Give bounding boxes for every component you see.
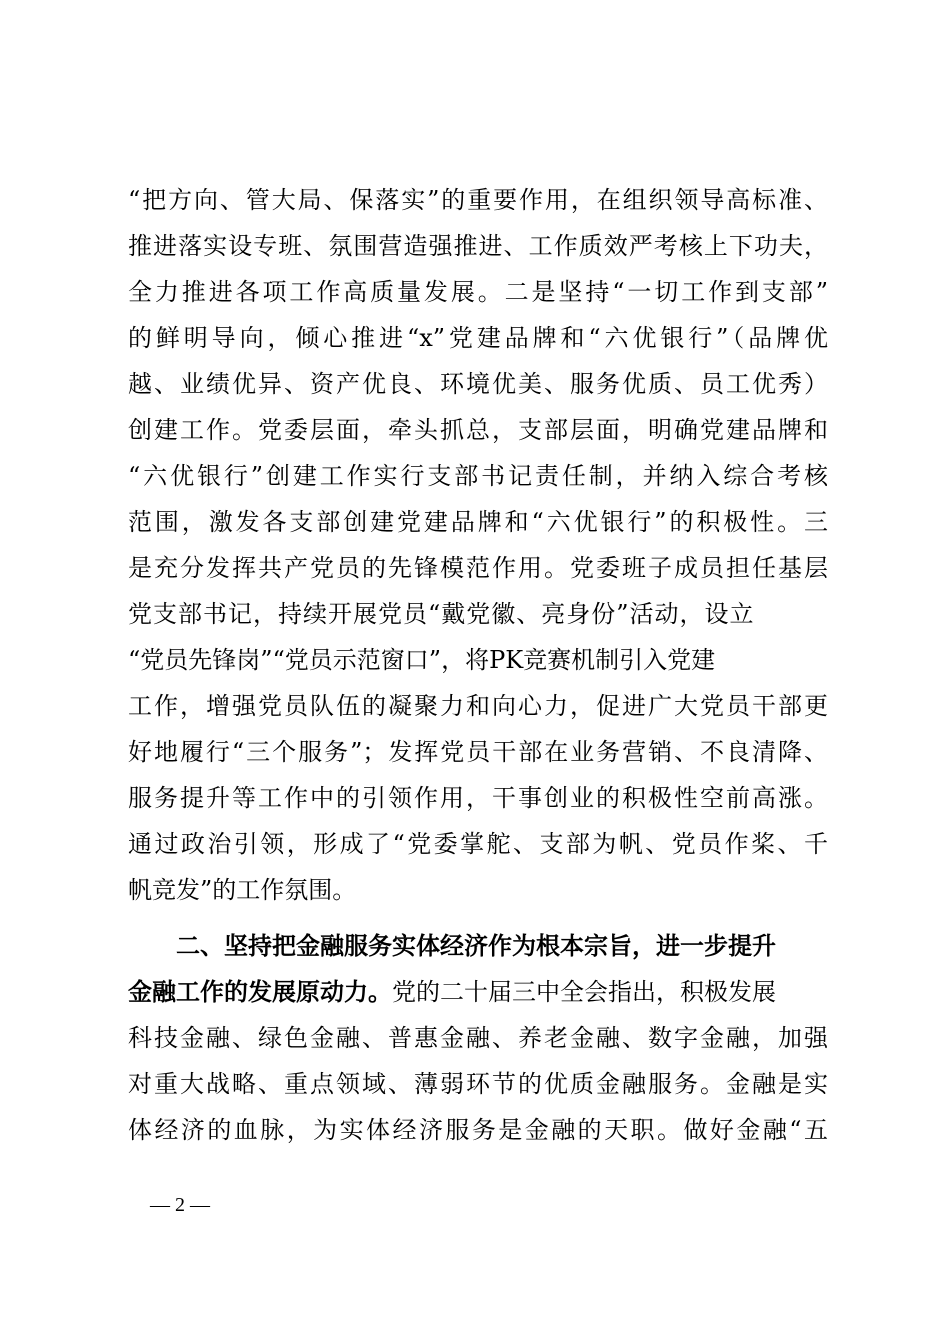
section-heading-continuation — [128, 974, 828, 1010]
section-heading — [176, 928, 828, 964]
paragraph-line: “把方向、管大局、保落实”的重要作用，在组织领导高标准、 — [128, 186, 828, 214]
page-number: — 2 — — [150, 1194, 210, 1216]
paragraph-line: 全力推进各项工作高质量发展。二是坚持“一切工作到支部” — [128, 278, 828, 306]
section-heading-text: 二、坚持把金融服务实体经济作为根本宗旨，进一步提升 — [176, 932, 776, 960]
paragraph-line: 服务提升等工作中的引领作用，干事创业的积极性空前高涨。 — [128, 784, 828, 812]
paragraph-line: 对重大战略、重点领域、薄弱环节的优质金融服务。金融是实 — [128, 1070, 828, 1098]
paragraph-line: 党支部书记，持续开展党员“戴党徽、亮身份”活动，设立 — [128, 600, 755, 628]
paragraph-line: 是充分发挥共产党员的先锋模范作用。党委班子成员担任基层 — [128, 554, 828, 582]
paragraph-line: 工作，增强党员队伍的凝聚力和向心力，促进广大党员干部更 — [128, 692, 828, 720]
paragraph-line: 创建工作。党委层面，牵头抓总，支部层面，明确党建品牌和 — [128, 416, 828, 444]
paragraph-line: 好地履行“三个服务”；发挥党员干部在业务营销、不良清降、 — [128, 738, 828, 766]
paragraph-line: 通过政治引领，形成了“党委掌舵、支部为帆、党员作桨、千 — [128, 830, 828, 858]
paragraph-line: “六优银行”创建工作实行支部书记责任制，并纳入综合考核 — [128, 462, 828, 490]
paragraph-line: 体经济的血脉，为实体经济服务是金融的天职。做好金融“五 — [128, 1116, 828, 1144]
section-heading-tail: 金融工作的发展原动力。 — [128, 978, 392, 1006]
paragraph-line: 范围，激发各支部创建党建品牌和“六优银行”的积极性。三 — [128, 508, 828, 536]
paragraph-text: 党的二十届三中全会指出，积极发展 — [392, 978, 776, 1006]
paragraph-line: 推进落实设专班、氛围营造强推进、工作质效严考核上下功夫， — [128, 232, 828, 260]
paragraph-line: “党员先锋岗”“党员示范窗口”，将PK竞赛机制引入党建 — [128, 646, 716, 674]
paragraph-line: 科技金融、绿色金融、普惠金融、养老金融、数字金融，加强 — [128, 1024, 828, 1052]
paragraph-line: 越、业绩优异、资产优良、环境优美、服务优质、员工优秀） — [128, 370, 828, 398]
paragraph-line: 的鲜明导向，倾心推进“x”党建品牌和“六优银行”（品牌优 — [128, 324, 828, 352]
paragraph-line: 帆竞发”的工作氛围。 — [128, 876, 357, 904]
